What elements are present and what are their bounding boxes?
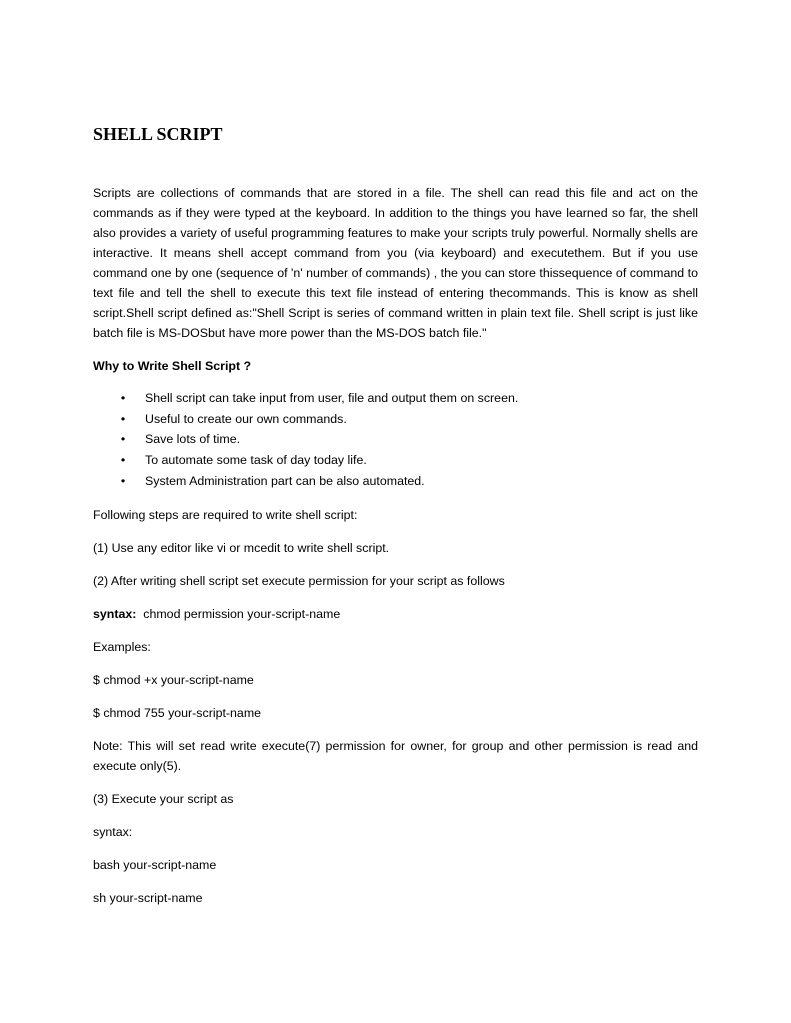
why-list bbox=[93, 388, 698, 492]
syntax-line bbox=[93, 604, 698, 624]
list-item-text: Useful to create our own commands. bbox=[145, 411, 347, 426]
bullet-icon: • bbox=[120, 432, 126, 447]
list-item bbox=[93, 429, 698, 450]
list-item-text: Save lots of time. bbox=[145, 432, 241, 447]
bullet-icon: • bbox=[120, 391, 126, 405]
document-page bbox=[93, 121, 698, 921]
bullet-icon: • bbox=[120, 473, 126, 488]
syntax-label: syntax: bbox=[93, 606, 137, 621]
bullet-icon: • bbox=[120, 453, 126, 468]
step-1: (1) Use any editor like vi or mcedit to write shell script. bbox=[93, 540, 390, 555]
list-item bbox=[93, 450, 698, 471]
list-item-text: System Administration part can be also automated. bbox=[145, 473, 425, 488]
exec-example-2: sh your-script-name bbox=[93, 890, 203, 905]
examples-label: Examples: bbox=[93, 639, 151, 654]
bullet-icon: • bbox=[120, 411, 126, 426]
list-item bbox=[93, 409, 698, 430]
steps-intro: Following steps are required to write shell script: bbox=[93, 507, 358, 522]
example-2: $ chmod 755 your-script-name bbox=[93, 705, 262, 720]
list-item-text: Shell script can take input from user, file and output them on screen. bbox=[145, 391, 519, 405]
list-item bbox=[93, 388, 698, 409]
list-item-text: To automate some task of day today life. bbox=[145, 453, 367, 468]
note-paragraph: Note: This will set read write execute(7) permission for owner, for group and other permission is read and execute only(5). bbox=[93, 738, 698, 773]
syntax-2-label: syntax: bbox=[93, 824, 133, 839]
syntax-value: chmod permission your-script-name bbox=[136, 606, 341, 621]
exec-example-1: bash your-script-name bbox=[93, 857, 217, 872]
why-heading: Why to Write Shell Script ? bbox=[93, 359, 252, 373]
page-title: SHELL SCRIPT bbox=[93, 124, 223, 144]
intro-paragraph: Scripts are collections of commands that are stored in a file. The shell can read this file and act on the commands as if they were typed at the keyboard. In addition to the things you have learned so far, the shell also provides a variety of useful programming features to make your scripts truly powerful. Normally shells are interactive. It means shell accept command from you (via keyboard) and executethem. But if you use command one by one (sequence of 'n' number of commands) , the you can store thissequence of command to text file and tell the shell to execute this text file instead of entering thecommands. This is know as shell script.Shell script defined as:"Shell Script is series of command written in plain text file. Shell script is just like batch file is MS-DOSbut have more power than the MS-DOS batch file." bbox=[93, 186, 698, 340]
step-3: (3) Execute your script as bbox=[93, 791, 234, 806]
example-1: $ chmod +x your-script-name bbox=[93, 672, 254, 687]
step-2: (2) After writing shell script set execute permission for your script as follows bbox=[93, 573, 505, 588]
list-item bbox=[93, 471, 698, 492]
